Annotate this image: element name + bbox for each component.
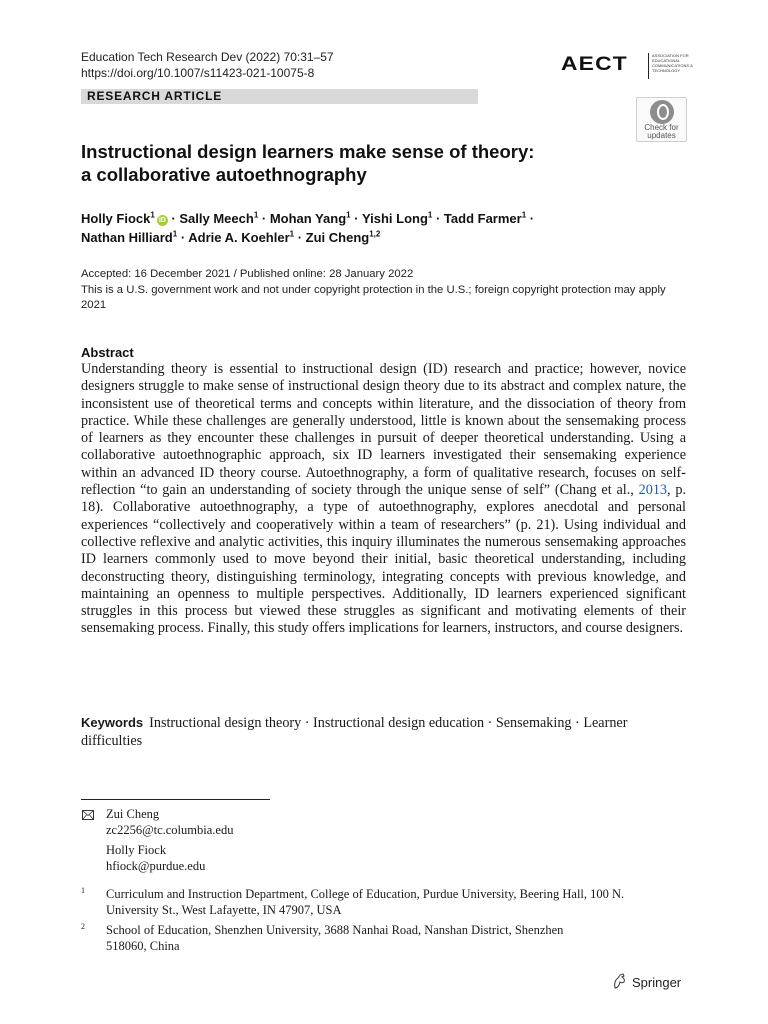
- accepted-published-dates: Accepted: 16 December 2021 / Published online: 28 January 2022: [81, 268, 414, 280]
- article-title: Instructional design learners make sense of theory: a collaborative autoethnography: [81, 141, 535, 185]
- affiliation-text: School of Education, Shenzhen University, 3688 Nanhai Road, Nanshan District, Shenzhen 518060, China: [106, 923, 564, 953]
- affiliation-marker: 1: [521, 210, 527, 220]
- aect-logo-word: AECT: [561, 54, 628, 75]
- author-name[interactable]: Mohan Yang: [269, 211, 347, 226]
- affiliation-marker: 1: [346, 210, 351, 220]
- affiliation-number: 2: [81, 922, 85, 931]
- envelope-icon: [82, 810, 94, 820]
- author-name[interactable]: Holly Fiock: [81, 211, 151, 226]
- publication-dates: [81, 267, 691, 314]
- aect-logo-divider: [648, 53, 649, 79]
- aect-logo-tagline: ASSOCIATION FOR EDUCATIONAL COMMUNICATIONS & TECHNOLOGY: [652, 53, 693, 73]
- affiliation-marker: 1: [253, 210, 259, 220]
- abstract-heading: Abstract: [81, 345, 134, 360]
- affiliation-marker: 1: [172, 229, 178, 239]
- contact-entry: [106, 806, 233, 838]
- author-name[interactable]: Sally Meech: [179, 211, 254, 226]
- contact-email[interactable]: zc2256@tc.columbia.edu: [106, 823, 234, 837]
- abstract-body: Understanding theory is essential to instructional design (ID) research and practice; however, novice designers struggle to make sense of instructional design theory due to its abstract and complex nature, the inconsistent use of theoretical terms and concepts within literature, and the dissociation of theory from practice. While these challenges are generally understood, little is known about the sensemaking process of learners as they encounter these challenges in pursuit of deeper theoretical understanding. Using a collaborative autoethnographic approach, six ID learners investigated their sensemaking experience within an advanced ID theory course. Autoethnography, a form of qualitative research, focuses on self-reflection “to gain an understanding of society through the unique sense of self” (Chang et al., 2013, p. 18). Collaborative autoethnography, a type of autoethnography, explores anecdotal and personal experiences “collectively and cooperatively within a team of researchers” (p. 21). Using individual and collective reflexive and analytic activities, this inquiry illuminates the numerous sensemaking approaches ID learners commonly used to move beyond their initial, basic theoretical understanding, including deconstructing theory, distinguishing terminology, integrating concepts with previous knowledge, and maintaining an openness to multiple perspectives. Additionally, ID learners experienced significant struggles in this process but viewed these struggles as significant and motivating elements of their sensemaking process. Finally, this study offers implications for learners, instructors, and course designers.: [81, 361, 686, 637]
- check-updates-label: Check for updates: [644, 123, 679, 140]
- copyright-notice: This is a U.S. government work and not under copyright protection in the U.S.; foreign copyright protection may apply 2021: [81, 283, 666, 311]
- affiliation-marker: 1: [289, 229, 295, 239]
- springer-label: Springer: [632, 975, 682, 990]
- author-name[interactable]: Yishi Long: [361, 211, 428, 226]
- affiliation-marker: 1,2: [369, 229, 381, 239]
- springer-horse-icon: [612, 973, 627, 990]
- aect-logo: [561, 51, 701, 81]
- affiliation-marker: 1: [427, 210, 433, 220]
- article-type-banner: RESEARCH ARTICLE: [81, 89, 478, 104]
- affiliation-number: 1: [81, 886, 85, 895]
- journal-citation: Education Tech Research Dev (2022) 70:31–57: [81, 50, 334, 64]
- footnote-divider: [81, 799, 270, 800]
- check-for-updates-badge[interactable]: [636, 97, 687, 142]
- keywords-label: Keywords: [81, 715, 144, 730]
- contact-entry: [106, 842, 233, 874]
- contact-name: Holly Fiock: [106, 843, 167, 857]
- keywords-text: Instructional design theory · Instructional design education · Sensemaking · Learner difficulties: [81, 715, 628, 749]
- affiliation-marker: 1: [150, 210, 155, 220]
- affiliation-text: Curriculum and Instruction Department, College of Education, Purdue University, Beering Hall, 100 N. University St., West Lafayette, IN 47907, USA: [106, 887, 625, 917]
- affiliation-entry: [81, 922, 681, 954]
- contact-email[interactable]: hfiock@purdue.edu: [106, 859, 206, 873]
- orcid-icon[interactable]: iD: [158, 217, 166, 224]
- check-updates-icon: [650, 100, 674, 124]
- keywords: [81, 714, 681, 750]
- author-list: Holly Fiock$^1$iD · Sally Meech$^1$ · Mohan Yang$^1$ · Yishi Long$^1$ · Tadd Farmer$^1$ · Nathan Hilliard$^1$ · Adrie A. Koehler$^1$ · Zui Cheng$^{1,2}$: [81, 210, 535, 245]
- author-name[interactable]: Zui Cheng: [305, 230, 370, 245]
- author-name[interactable]: Tadd Farmer: [443, 211, 522, 226]
- journal-header: [81, 49, 334, 81]
- corresponding-contacts: [106, 806, 233, 878]
- citation-link[interactable]: 2013: [638, 482, 667, 499]
- contact-name: Zui Cheng: [106, 807, 160, 821]
- author-name[interactable]: Adrie A. Koehler: [188, 230, 290, 245]
- affiliation-entry: [81, 886, 681, 918]
- doi-link[interactable]: https://doi.org/10.1007/s11423-021-10075-8: [81, 66, 315, 80]
- author-name[interactable]: Nathan Hilliard: [81, 230, 173, 245]
- springer-footer: [612, 973, 681, 993]
